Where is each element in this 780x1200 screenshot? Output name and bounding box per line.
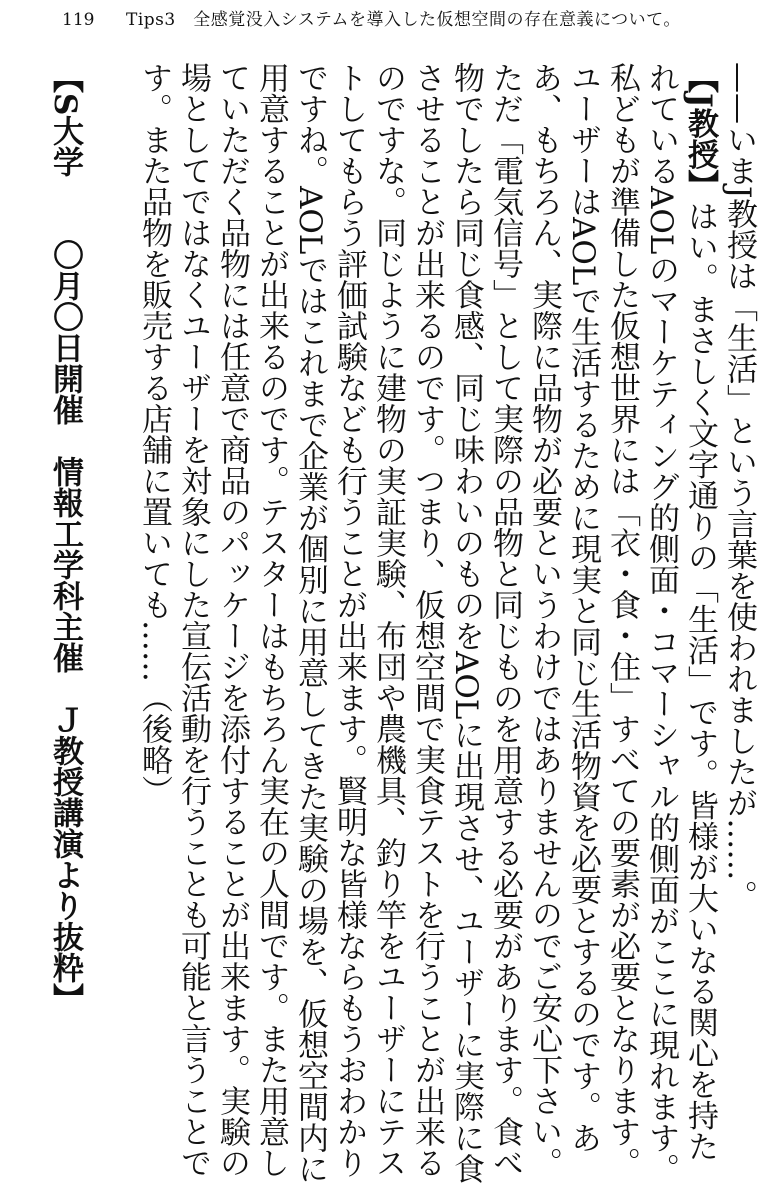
vertical-body-text (45, 62, 758, 1192)
answer-text: はい。まさしく文字通りの「生活」です。皆様が大いなる関心を持たれているAOLのマーケティング的側面・コマーシャル的側面がここに現れます。私どもが準備した仮想世界には「衣・食・住」すべての要素が必要となります。ユーザーはAOLで生活するために現実と同じ生活物資を必要とするのです。ああ、もちろん、実際に品物が必要というわけではありませんのでご安心下さい。ただ「電気信号」として実際の品物と同じものを用意する必要があります。食べ物でしたら同じ食感、同じ味わいのものをAOLに出現させ、ユーザーに実際に食させることが出来るのです。つまり、仮想空間で実食テストを行うことが出来るのですな。同じように建物の実証実験、布団や農機具、釣り竿をユーザーにテストしてもらう評価試験なども行うことが出来ます。賢明な皆様ならもうおわかりですね。AOLではこれまで企業が個別に用意してきた実験の場を、仮想空間内に用意することが出来るのです。テスターはもちろん実在の人間です。また用意していただく品物には任意で商品のパッケージを添付することが出来ます。実験の場としてではなくユーザーを対象にした宣伝活動を行うことも可能と言うことです。また品物を販売する店舗に置いても……（後略） (136, 62, 718, 1185)
source-citation: 【S大学 〇月〇日開催 情報工学科主催 Ｊ教授講演より抜粋】 (47, 62, 83, 1015)
professor-answer (134, 62, 719, 1192)
running-title: Tips3 全感覚没入システムを導入した仮想空間の存在意義について。 (126, 10, 681, 30)
running-header (62, 6, 762, 34)
interviewer-question: ——いまJ教授は「生活」という言葉を使われましたが……。 (721, 62, 757, 912)
page-number: 119 (62, 10, 95, 30)
column-spacer (84, 62, 134, 1192)
speaker-label: 【J教授】 (682, 62, 718, 201)
